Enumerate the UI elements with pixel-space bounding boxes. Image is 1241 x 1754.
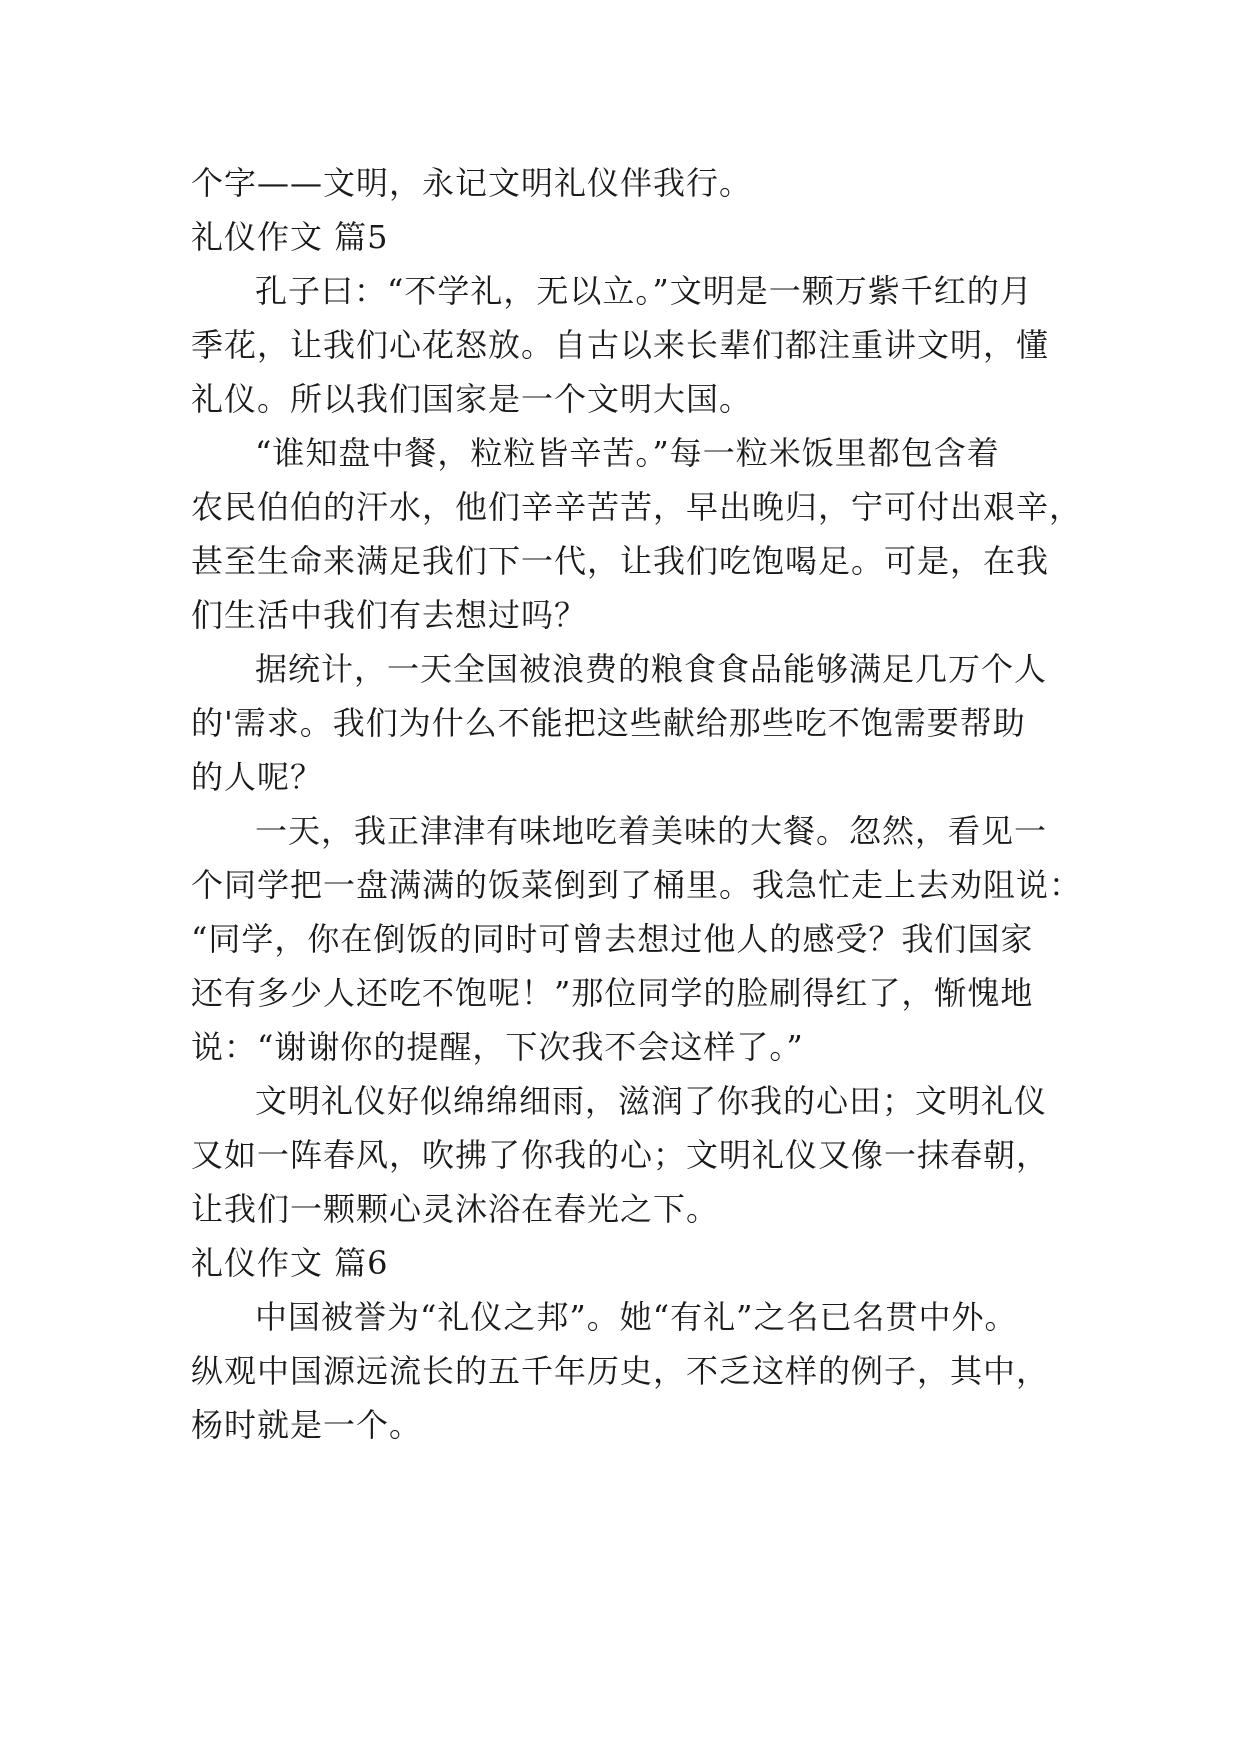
text-line: 纵观中国源远流长的五千年历史，不乏这样的例子，其中， bbox=[191, 1352, 1050, 1390]
text-line: 的'需求。我们为什么不能把这些献给那些吃不饱需要帮助 bbox=[191, 704, 1026, 742]
text-line: 甚至生命来满足我们下一代，让我们吃饱喝足。可是，在我 bbox=[191, 542, 1050, 580]
text-line: “同学，你在倒饭的同时可曾去想过他人的感受？我们国家 bbox=[191, 920, 1034, 958]
text-line: 礼仪。所以我们国家是一个文明大国。 bbox=[191, 380, 753, 418]
text-line: 农民伯伯的汗水，他们辛辛苦苦，早出晚归，宁可付出艰辛， bbox=[191, 488, 1083, 526]
paragraph-first-line: “谁知盘中餐，粒粒皆辛苦。”每一粒米饭里都包含着 bbox=[255, 434, 1000, 472]
text-line: 个字——文明，永记文明礼仪伴我行。 bbox=[191, 164, 753, 202]
document-body bbox=[191, 156, 1083, 1452]
paragraph-first-line: 中国被誉为“礼仪之邦”。她“有礼”之名已名贯中外。 bbox=[255, 1298, 1018, 1336]
text-line: 季花，让我们心花怒放。自古以来长辈们都注重讲文明，懂 bbox=[191, 326, 1050, 364]
text-line: 们生活中我们有去想过吗？ bbox=[191, 596, 588, 634]
paragraph-first-line: 据统计，一天全国被浪费的粮食食品能够满足几万个人 bbox=[255, 650, 1048, 688]
text-line: 的人呢？ bbox=[191, 758, 324, 796]
text-line: 杨时就是一个。 bbox=[191, 1406, 423, 1444]
paragraph-first-line: 孔子曰：“不学礼，无以立。”文明是一颗万紫千红的月 bbox=[255, 272, 1033, 310]
text-line: 让我们一颗颗心灵沐浴在春光之下。 bbox=[191, 1190, 720, 1228]
text-line: 个同学把一盘满满的饭菜倒到了桶里。我急忙走上去劝阻说： bbox=[191, 866, 1083, 904]
text-line: 又如一阵春风，吹拂了你我的心；文明礼仪又像一抹春朝， bbox=[191, 1136, 1050, 1174]
paragraph-first-line: 文明礼仪好似绵绵细雨，滋润了你我的心田；文明礼仪 bbox=[255, 1082, 1048, 1120]
section-heading: 礼仪作文 篇5 bbox=[191, 218, 389, 256]
text-line: 说：“谢谢你的提醒，下次我不会这样了。” bbox=[191, 1028, 804, 1066]
text-line: 还有多少人还吃不饱呢！”那位同学的脸刷得红了，惭愧地 bbox=[191, 974, 1034, 1012]
paragraph-first-line: 一天，我正津津有味地吃着美味的大餐。忽然，看见一 bbox=[255, 812, 1048, 850]
section-heading: 礼仪作文 篇6 bbox=[191, 1244, 389, 1282]
